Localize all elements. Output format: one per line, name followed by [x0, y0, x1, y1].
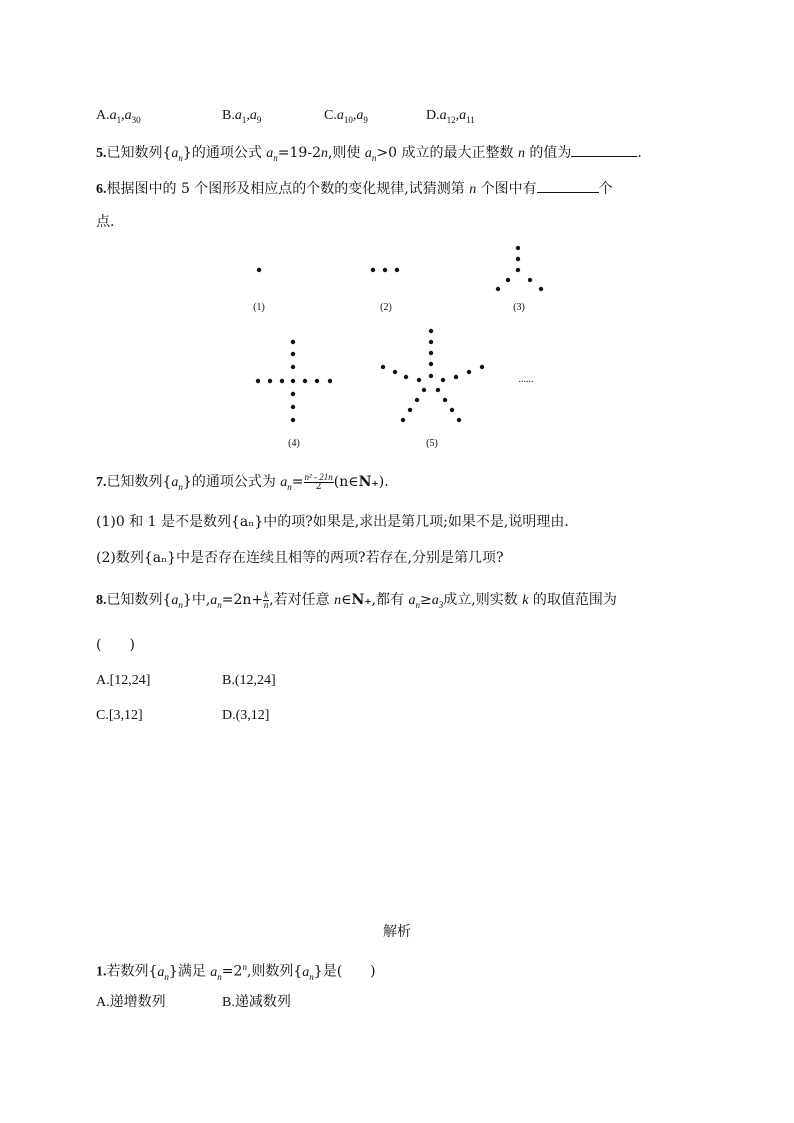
fig2-dot: [395, 268, 399, 272]
figure-label: (4): [288, 438, 300, 449]
option-d: D.(3,12]: [222, 708, 270, 723]
question-5: 5.已知数列$\{a_n\}$的通项公式 $a_n=19-2n$,则使 $a_n>0$ 成立的最大正整数 n 的值为 .: [96, 142, 642, 168]
figure-label: (3): [513, 302, 525, 313]
dot-pattern-figure: [0, 0, 794, 460]
option-b: $B.a_1,a_9$: [222, 108, 262, 125]
figure-label: (1): [253, 302, 265, 313]
option-d: $D.a_{12},a_{11}$: [426, 108, 475, 125]
fraction: $\frac{k}{n}$: [263, 589, 269, 610]
figure-label: (5): [426, 438, 438, 449]
option-c: C.[3,12]: [96, 708, 143, 723]
question-7-part-1: (1)0 和 1 是不是数列{aₙ}中的项?如果是,求出是第几项;如果不是,说明理由.: [96, 514, 569, 530]
question-8: 8.已知数列$\{a_n\}$中$,a_n=2n+$ $\frac{k}{n}$ ,若对任意 n∈N₊,都有 $a_n\ge a_3$成立,则实数 k 的取值范围为: [96, 589, 617, 610]
question-7: 7.已知数列$\{a_n\}$的通项公式为 $a_n=$ $\frac{\text{n² - 21n}}{2}$ (n∈N₊).: [96, 471, 389, 492]
question-6-cont: 点.: [96, 214, 115, 230]
option-c: $C.a_{10},a_9$: [324, 108, 368, 125]
figure-ellipsis: ......: [518, 374, 534, 385]
fig3-dot: [506, 278, 510, 282]
fig1-dot: [257, 268, 261, 272]
fig3-dot: [516, 268, 520, 272]
fig3-dot: [528, 278, 532, 282]
question-7-part-2: (2)数列{aₙ}中是否存在连续且相等的两项?若存在,分别是第几项?: [96, 550, 504, 566]
option-b: B.(12,24]: [222, 673, 276, 688]
fig2-dot: [371, 268, 375, 272]
section-title: 解析: [383, 924, 411, 940]
fig3-dot: [516, 246, 520, 250]
question-1: 1.若数列$\{a_n\}$满足 $a_n=2^n$,则数列$\{a_n\}$是( ): [96, 962, 376, 982]
option-a: $A.a_1,a_{30}$: [96, 108, 141, 125]
option-b: B.递减数列: [222, 995, 291, 1010]
fig3-dot: [539, 287, 543, 291]
fig3-dot: [496, 287, 500, 291]
fig3-dot: [516, 257, 520, 261]
question-6: 6.根据图中的 5 个图形及相应点的个数的变化规律,试猜测第 n 个图中有 个: [96, 178, 613, 200]
fig2-dot: [383, 268, 387, 272]
option-a: A.递增数列: [96, 995, 166, 1010]
fraction: $\frac{\text{n² - 21n}}{2}$: [304, 471, 333, 492]
answer-parens: ( ): [96, 637, 135, 653]
figure-label: (2): [380, 302, 392, 313]
option-a: A.[12,24]: [96, 673, 151, 688]
